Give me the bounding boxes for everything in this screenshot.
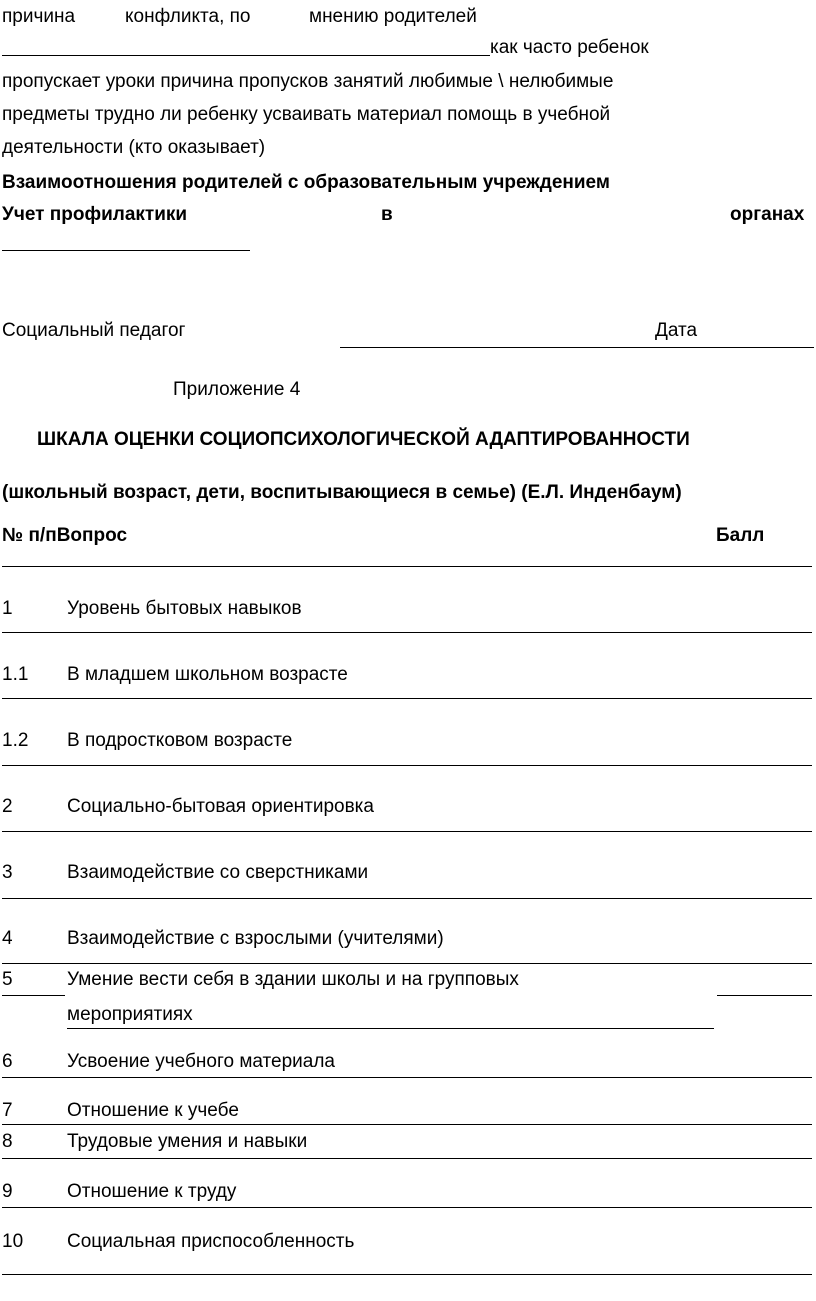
row-9-number: 9 xyxy=(2,1181,13,1202)
signature-line xyxy=(340,347,814,348)
intro-word-conflict: конфликта, по xyxy=(125,6,251,27)
row-1-number: 1 xyxy=(2,598,13,619)
row-5-number: 5 xyxy=(2,969,13,990)
intro-word-reason: причина xyxy=(2,6,76,27)
row-divider xyxy=(67,1028,714,1029)
header-question: Вопрос xyxy=(56,525,128,546)
row-4-question: Взаимодействие с взрослыми (учителями) xyxy=(67,928,444,949)
prevention-label: Учет профилактики xyxy=(2,204,188,225)
row-10-number: 10 xyxy=(2,1231,24,1252)
date-label: Дата xyxy=(655,320,698,341)
row-9-question: Отношение к труду xyxy=(67,1181,237,1202)
row-divider xyxy=(2,1077,812,1078)
intro-line-5: деятельности (кто оказывает) xyxy=(2,137,266,158)
row-divider xyxy=(2,698,812,699)
row-8-question: Трудовые умения и навыки xyxy=(67,1131,308,1152)
row-divider xyxy=(2,1274,812,1275)
intro-line-4: предметы трудно ли ребенку усваивать материал помощь в учебной xyxy=(2,104,611,125)
row-10-question: Социальная приспособленность xyxy=(67,1231,355,1252)
social-teacher-label: Социальный педагог xyxy=(2,320,186,341)
row-3-question: Взаимодействие со сверстниками xyxy=(67,862,369,883)
row-1-2-number: 1.2 xyxy=(2,730,29,751)
row-divider xyxy=(2,831,812,832)
row-divider xyxy=(2,1207,812,1208)
scale-subtitle: (школьный возраст, дети, воспитывающиеся в семье) (Е.Л. Инденбаум) xyxy=(2,482,682,503)
header-number-text: № п/п xyxy=(2,525,57,546)
prevention-organs: органах xyxy=(730,204,805,225)
header-score: Балл xyxy=(716,525,765,546)
row-4-number: 4 xyxy=(2,928,13,949)
appendix-label: Приложение 4 xyxy=(173,379,301,400)
row-divider xyxy=(2,1158,812,1159)
prevention-preposition: в xyxy=(381,204,393,225)
row-8-number: 8 xyxy=(2,1131,13,1152)
row-divider xyxy=(2,632,812,633)
row-2-number: 2 xyxy=(2,796,13,817)
intro-line-3: пропускает уроки причина пропусков занятий любимые \ нелюбимые xyxy=(2,71,614,92)
intro-how-often: как часто ребенок xyxy=(490,37,649,58)
row-1-1-question: В младшем школьном возрасте xyxy=(67,664,348,685)
row-divider xyxy=(2,963,812,964)
row-1-2-question: В подростковом возрасте xyxy=(67,730,293,751)
row-5-question-continued: мероприятиях xyxy=(67,1004,193,1025)
row-7-question: Отношение к учебе xyxy=(67,1100,239,1121)
row-divider xyxy=(2,995,65,996)
row-6-number: 6 xyxy=(2,1051,13,1072)
row-divider xyxy=(2,1124,812,1125)
row-5-question: Умение вести себя в здании школы и на групповых xyxy=(67,969,519,990)
row-6-question: Усвоение учебного материала xyxy=(67,1051,335,1072)
row-divider xyxy=(717,995,812,996)
row-7-number: 7 xyxy=(2,1100,13,1121)
row-divider xyxy=(2,765,812,766)
row-divider xyxy=(2,898,812,899)
row-divider xyxy=(2,566,812,567)
scale-title: ШКАЛА ОЦЕНКИ СОЦИОПСИХОЛОГИЧЕСКОЙ АДАПТИРОВАННОСТИ xyxy=(37,429,690,450)
row-1-question: Уровень бытовых навыков xyxy=(67,598,302,619)
intro-word-parents-opinion: мнению родителей xyxy=(309,6,477,27)
row-1-1-number: 1.1 xyxy=(2,664,29,685)
fill-line xyxy=(2,55,490,56)
row-2-question: Социально-бытовая ориентировка xyxy=(67,796,374,817)
fill-line xyxy=(2,250,250,251)
row-3-number: 3 xyxy=(2,862,13,883)
header-number xyxy=(2,524,127,548)
relations-heading: Взаимоотношения родителей с образовательным учреждением xyxy=(2,172,610,193)
